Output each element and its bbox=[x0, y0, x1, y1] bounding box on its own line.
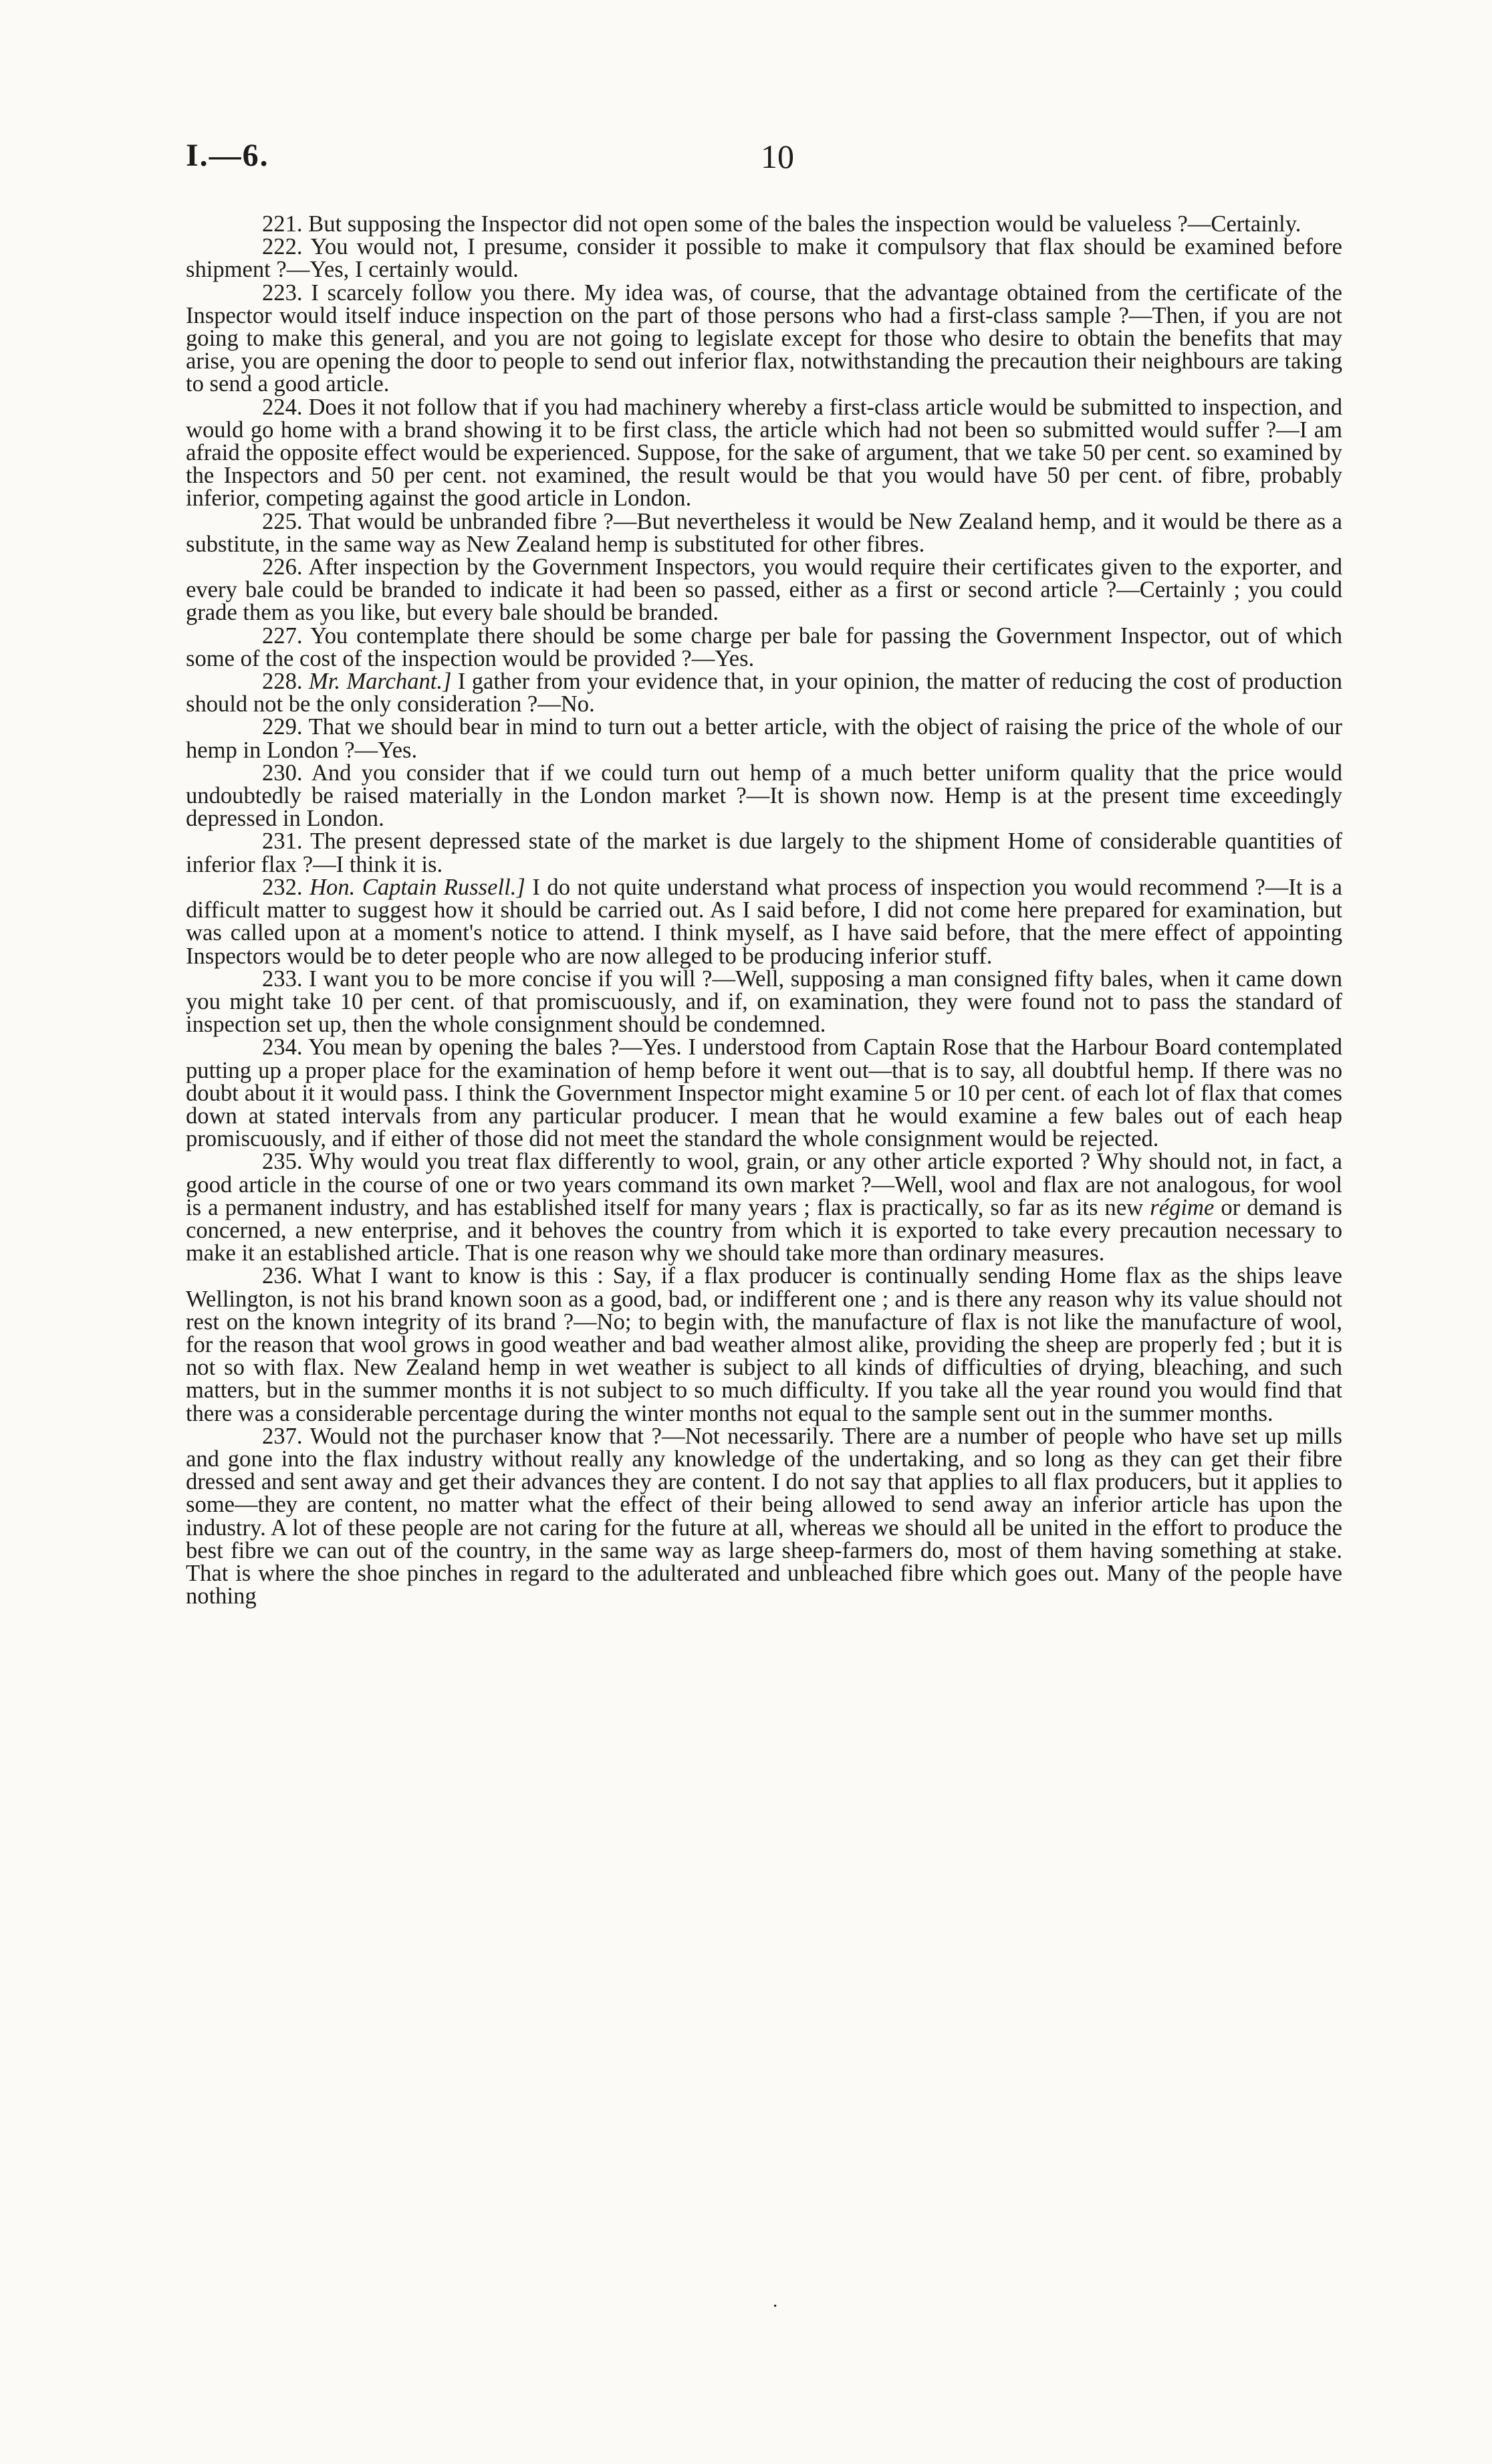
paragraph-text: or demand is concerned, a new enterprise, and it behoves the country from which it is exported to take every precaution necessary to make it an established article. That is one reason why we should take more than ordinary measures. bbox=[186, 1194, 1342, 1266]
page-mark: · bbox=[772, 2296, 779, 2317]
paragraph-237: 237. Would not the purchaser know that ?—Not necessarily. There are a number of people who have set up mills and gone into the flax industry without really any knowledge of the undertaking, and so long as they can get their fibre dressed and sent away and get their advances they are content. I do not say that applies to all flax producers, but it applies to some—they are content, no matter what the effect of their being allowed to send away an inferior article has upon the industry. A lot of these people are not caring for the future at all, whereas we should all be united in the effort to produce the best fibre we can out of the country, in the same way as large sheep-farmers do, most of them having something at stake. That is where the shoe pinches in regard to the adulterated and unbleached fibre which goes out. Many of the people have nothing bbox=[186, 1423, 1342, 1609]
page-number: 10 bbox=[761, 138, 794, 175]
paragraph-225: 225. That would be unbranded fibre ?—But nevertheless it would be New Zealand hemp, and it would be there as a substitute, in the same way as New Zealand hemp is substituted for other fibres. bbox=[186, 508, 1342, 557]
speaker-name: Mr. Marchant.] bbox=[308, 669, 452, 695]
paragraph-235 bbox=[186, 1150, 1342, 1264]
speaker-name: Hon. Captain Russell.] bbox=[309, 874, 525, 900]
paragraph-227: 227. You contemplate there should be some charge per bale for passing the Government Inspector, out of which some of the cost of the inspection would be provided ?—Yes. bbox=[186, 623, 1342, 671]
document-reference: I.—6. bbox=[186, 138, 269, 173]
paragraph-221: 221. But supposing the Inspector did not open some of the bales the inspection would be valueless ?—Certainly. bbox=[262, 211, 1301, 237]
paragraph-231: 231. The present depressed state of the market is due largely to the shipment Home of considerable quantities of inferior flax ?—I think it is. bbox=[186, 828, 1342, 877]
paragraph-232 bbox=[186, 876, 1342, 968]
paragraph-226: 226. After inspection by the Government Inspectors, you would require their certificates given to the exporter, and every bale could be branded to indicate it had been so passed, either as a first or second article ?—Certainly ; you could grade them as you like, but every bale should be branded. bbox=[186, 554, 1342, 626]
paragraph-text: I do not quite understand what process of inspection you would recommend ?—It is a difficult matter to suggest how it should be carried out. As I said before, I did not come here prepared for examination, but was called upon at a moment's notice to attend. I think myself, as I have said before, that the mere effect of appointing Inspectors would be to deter people who are now alleged to be producing inferior stuff. bbox=[186, 874, 1343, 969]
question-number: 232. bbox=[262, 874, 303, 900]
document-body bbox=[186, 213, 1342, 1607]
page-header bbox=[186, 137, 1342, 191]
paragraph-233: 233. I want you to be more concise if you will ?—Well, supposing a man consigned fifty bales, when it came down you might take 10 per cent. of that promiscuously, and if, on examination, they were found not to pass the standard of inspection set up, then the whole consignment should be condemned. bbox=[186, 966, 1342, 1038]
paragraph-223: 223. I scarcely follow you there. My idea was, of course, that the advantage obtained from the certificate of the Inspector would itself induce inspection on the part of those persons who had a first-class sample ?—Then, if you are not going to make this general, and you are not going to legislate except for those who desire to obtain the benefits that may arise, you are opening the door to people to send out inferior flax, notwithstanding the precaution their neighbours are taking to send a good article. bbox=[186, 279, 1342, 397]
paragraph-224: 224. Does it not follow that if you had machinery whereby a first-class article would be submitted to inspection, and would go home with a brand showing it to be first class, the article which had not been so submitted would suffer ?—I am afraid the opposite effect would be experienced. Suppose, for the sake of argument, that we take 50 per cent. so examined by the Inspectors and 50 per cent. not examined, the result would be that you would have 50 per cent. of fibre, probably inferior, competing against the good article in London. bbox=[186, 394, 1342, 512]
paragraph-229: 229. That we should bear in mind to turn out a better article, with the object of raising the price of the whole of our hemp in London ?—Yes. bbox=[186, 714, 1342, 763]
paragraph-text: I gather from your evidence that, in your opinion, the matter of reducing the cost of production should not be the only consideration ?—No. bbox=[186, 669, 1342, 717]
paragraph-text: 235. Why would you treat flax differently to wool, grain, or any other article exported ? Why should not, in fact, a good article in the course of one or two years command its own market ?—Well, wool and flax are not analogous, for wool is a permanent industry, and has established itself for many years ; flax is practically, so far as its new bbox=[186, 1149, 1342, 1220]
italic-term: régime bbox=[1150, 1194, 1215, 1220]
paragraph-236: 236. What I want to know is this : Say, if a flax producer is continually sending Home flax as the ships leave Wellington, is not his brand known soon as a good, bad, or indifferent one ; and is there any reason why its value should not rest on the known integrity of its brand ?—No; to begin with, the manufacture of flax is not like the manufacture of wool, for the reason that wool grows in good weather and bad weather almost alike, providing the sheep are properly fed ; but it is not so with flax. New Zealand hemp in wet weather is subject to all kinds of difficulties of drying, bleaching, and such matters, but in the summer months it is not subject to so much difficulty. If you take all the year round you would find that there was a considerable percentage during the winter months not equal to the sample sent out in the summer months. bbox=[186, 1263, 1342, 1426]
paragraph-222: 222. You would not, I presume, consider it possible to make it compulsory that flax should be examined before shipment ?—Yes, I certainly would. bbox=[186, 234, 1342, 283]
paragraph-228 bbox=[186, 670, 1342, 715]
paragraph-234: 234. You mean by opening the bales ?—Yes. I understood from Captain Rose that the Harbour Board contemplated putting up a proper place for the examination of hemp before it went out—that is to say, all doubtful hemp. If there was no doubt about it it would pass. I think the Government Inspector might examine 5 or 10 per cent. of each lot of flax that comes down at stated intervals from any particular producer. I mean that he would examine a few bales out of each heap promiscuously, and if either of those did not meet the standard the whole consignment would be rejected. bbox=[186, 1034, 1342, 1152]
paragraph-230: 230. And you consider that if we could turn out hemp of a much better uniform quality that the price would undoubtedly be raised materially in the London market ?—It is shown now. Hemp is at the present time exceedingly depressed in London. bbox=[186, 760, 1342, 832]
question-number: 228. bbox=[262, 669, 303, 695]
